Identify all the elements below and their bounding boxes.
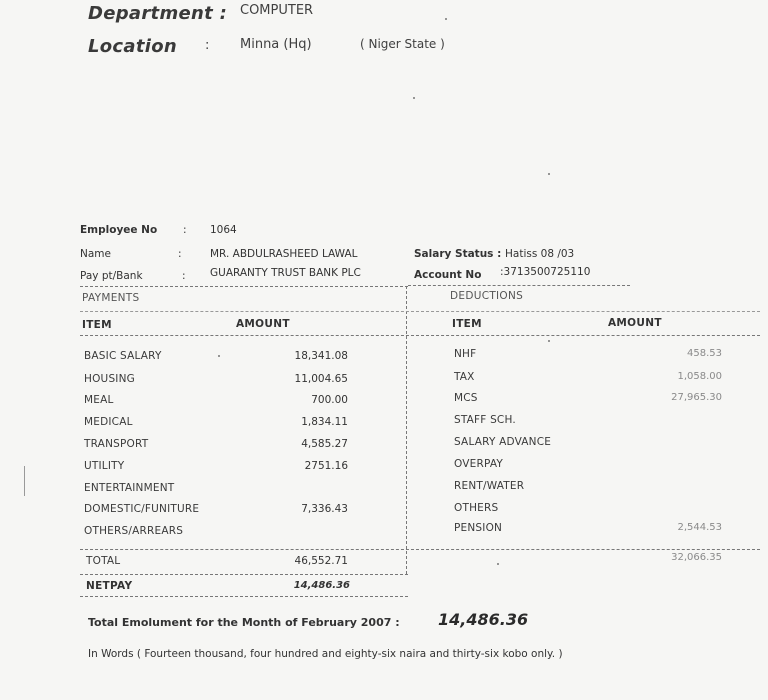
payments-heading: PAYMENTS (82, 292, 140, 304)
employee-no-label: Employee No (80, 224, 158, 236)
emolument-value: 14,486.36 (438, 610, 529, 629)
deduction-item: NHF (454, 348, 477, 360)
netpay-value: 14,486.36 (293, 580, 350, 591)
scan-speck (445, 18, 447, 20)
payment-item: BASIC SALARY (84, 350, 162, 362)
payment-item: TRANSPORT (84, 438, 149, 450)
deduction-amount: 27,965.30 (671, 392, 722, 403)
payment-amount: 700.00 (311, 394, 348, 406)
total-top-rule (80, 549, 760, 550)
bank-colon: : (182, 270, 186, 282)
scan-speck (497, 563, 499, 565)
payments-item-header: ITEM (82, 319, 112, 331)
account-label: Account No (414, 269, 482, 281)
payments-amount-header: AMOUNT (236, 318, 290, 330)
deduction-item: OVERPAY (454, 458, 504, 470)
netpay-rule (80, 596, 408, 597)
deduction-item: SALARY ADVANCE (454, 436, 552, 448)
department-label: Department : (88, 3, 228, 24)
total-label: TOTAL (86, 555, 121, 567)
scan-speck (413, 97, 415, 99)
margin-mark (24, 466, 25, 496)
location-colon: : (205, 38, 210, 53)
scan-speck (218, 355, 220, 357)
payment-amount: 18,341.08 (294, 350, 348, 362)
deduction-item: PENSION (454, 522, 503, 534)
scan-speck (548, 340, 550, 342)
payment-item: DOMESTIC/FUNITURE (84, 503, 200, 515)
name-colon: : (178, 248, 182, 260)
employee-no-colon: : (183, 224, 187, 236)
section-rule (80, 311, 760, 312)
total-bottom-rule (80, 574, 408, 575)
bank-label: Pay pt/Bank (80, 270, 143, 282)
netpay-label: NETPAY (86, 580, 133, 592)
payment-amount: 2751.16 (304, 460, 348, 472)
payments-total: 46,552.71 (294, 555, 348, 567)
top-rule-right (408, 285, 630, 286)
name-value: MR. ABDULRASHEED LAWAL (210, 248, 358, 260)
name-label: Name (80, 248, 111, 260)
payment-item: HOUSING (84, 373, 135, 385)
payment-item: MEDICAL (84, 416, 133, 428)
payment-item: OTHERS/ARREARS (84, 525, 184, 537)
payment-item: MEAL (84, 394, 114, 406)
payment-amount: 4,585.27 (301, 438, 348, 450)
payment-item: ENTERTAINMENT (84, 482, 175, 494)
location-label: Location (88, 36, 178, 57)
emolument-label: Total Emolument for the Month of February 2007 : (88, 616, 400, 629)
account-value: :3713500725110 (500, 266, 591, 278)
salary-status-value: Hatiss 08 /03 (505, 248, 575, 260)
state-value: ( Niger State ) (360, 37, 445, 51)
employee-no-value: 1064 (210, 224, 237, 236)
location-value: Minna (Hq) (240, 37, 312, 52)
top-rule-left (80, 286, 408, 287)
deduction-item: STAFF SCH. (454, 414, 516, 426)
deductions-total: 32,066.35 (671, 552, 722, 563)
deduction-amount: 458.53 (687, 348, 722, 359)
payment-amount: 11,004.65 (294, 373, 348, 385)
scan-speck (548, 173, 550, 175)
column-divider (406, 286, 407, 574)
deduction-amount: 2,544.53 (677, 522, 722, 533)
deduction-item: OTHERS (454, 502, 499, 514)
deduction-amount: 1,058.00 (677, 371, 722, 382)
deductions-amount-header: AMOUNT (608, 317, 662, 329)
department-value: COMPUTER (240, 3, 314, 18)
deductions-item-header: ITEM (452, 318, 482, 330)
in-words: In Words ( Fourteen thousand, four hundred and eighty-six naira and thirty-six kobo only. ) (88, 648, 563, 660)
deductions-heading: DEDUCTIONS (450, 290, 524, 302)
payment-item: UTILITY (84, 460, 125, 472)
deduction-item: MCS (454, 392, 478, 404)
payment-amount: 7,336.43 (301, 503, 348, 515)
deduction-item: RENT/WATER (454, 480, 525, 492)
salary-status-label: Salary Status : (414, 248, 502, 260)
bank-value: GUARANTY TRUST BANK PLC (210, 267, 361, 279)
header-rule (80, 335, 760, 336)
deduction-item: TAX (454, 371, 475, 383)
payment-amount: 1,834.11 (301, 416, 348, 428)
